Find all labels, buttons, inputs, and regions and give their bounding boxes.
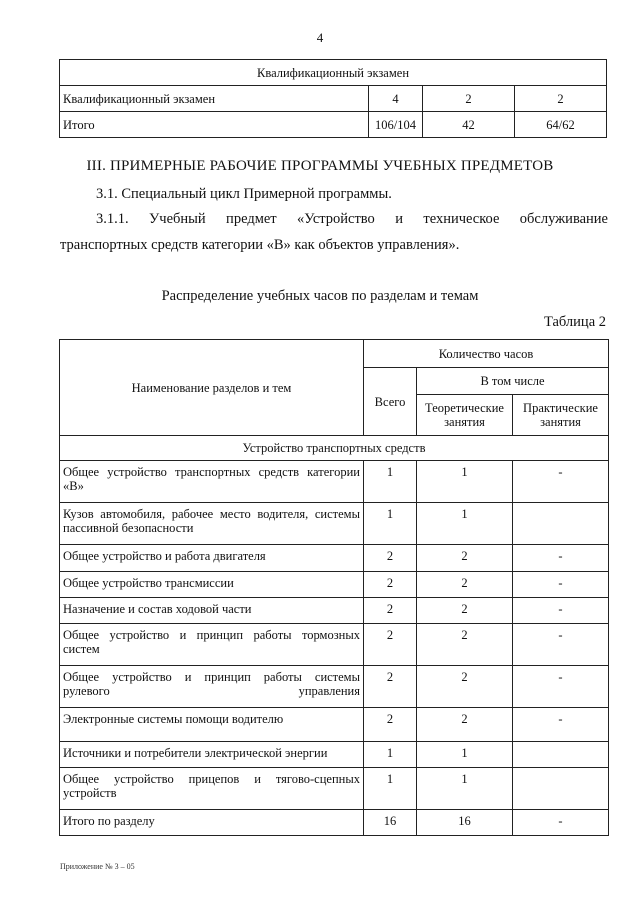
- row-theory: 1: [417, 768, 513, 810]
- table-row: [60, 742, 609, 768]
- row-theory: 2: [417, 598, 513, 624]
- exam-section-row: [60, 60, 607, 86]
- table-row: [60, 112, 607, 138]
- table-row: [60, 86, 607, 112]
- table-row: [60, 666, 609, 708]
- table-row: [60, 461, 609, 503]
- table-row: [60, 503, 609, 545]
- total-row-total: 106/104: [369, 112, 423, 138]
- row-practice: -: [513, 572, 609, 598]
- row-theory: 1: [417, 742, 513, 768]
- row-theory: 2: [417, 624, 513, 666]
- section-title: Устройство транспортных средств: [60, 436, 609, 461]
- table-row: [60, 572, 609, 598]
- footer-note: Приложение № 3 – 05: [60, 862, 135, 871]
- exam-table: [59, 59, 607, 138]
- row-total: 2: [364, 572, 417, 598]
- row-name: Общее устройство трансмиссии: [60, 572, 364, 598]
- row-theory: 2: [417, 708, 513, 742]
- row-total: 1: [364, 742, 417, 768]
- header-row: [60, 340, 609, 368]
- row-name: Общее устройство и принцип работы системы рулевого управления: [60, 666, 364, 708]
- table-row: [60, 624, 609, 666]
- table-caption: Распределение учебных часов по разделам и темам: [161, 288, 479, 304]
- row-total: 2: [364, 624, 417, 666]
- row-total: 16: [364, 810, 417, 836]
- exam-section-title: Квалификационный экзамен: [60, 60, 607, 86]
- row-name: Общее устройство и принцип работы тормозных систем: [60, 624, 364, 666]
- row-practice: -: [513, 624, 609, 666]
- section-row: [60, 436, 609, 461]
- exam-row-total: 4: [369, 86, 423, 112]
- paragraph-special-cycle: 3.1. Специальный цикл Примерной программы.: [96, 186, 392, 202]
- header-practice: Практические занятия: [513, 395, 609, 436]
- row-practice: [513, 768, 609, 810]
- row-name: Кузов автомобиля, рабочее место водителя, системы пассивной безопасности: [60, 503, 364, 545]
- row-total: 2: [364, 708, 417, 742]
- row-total: 2: [364, 666, 417, 708]
- total-row-practice: 64/62: [515, 112, 607, 138]
- table-row: [60, 708, 609, 742]
- row-total: 2: [364, 598, 417, 624]
- row-practice: -: [513, 666, 609, 708]
- row-theory: 2: [417, 666, 513, 708]
- row-name: Электронные системы помощи водителю: [60, 708, 364, 742]
- table-number: Таблица 2: [543, 314, 606, 330]
- table-row: [60, 768, 609, 810]
- row-theory: 1: [417, 503, 513, 545]
- table-row: [60, 545, 609, 572]
- header-including: В том числе: [417, 368, 609, 395]
- row-practice: -: [513, 598, 609, 624]
- row-name: Назначение и состав ходовой части: [60, 598, 364, 624]
- table-row: [60, 598, 609, 624]
- paragraph-subject-line1: 3.1.1. Учебный предмет «Устройство и техническое обслуживание: [96, 211, 608, 227]
- exam-row-name: Квалификационный экзамен: [60, 86, 369, 112]
- exam-row-theory: 2: [423, 86, 515, 112]
- row-practice: [513, 503, 609, 545]
- section-heading: III. ПРИМЕРНЫЕ РАБОЧИЕ ПРОГРАММЫ УЧЕБНЫХ ПРЕДМЕТОВ: [86, 158, 554, 174]
- row-total: 1: [364, 461, 417, 503]
- row-practice: -: [513, 461, 609, 503]
- row-theory: 2: [417, 572, 513, 598]
- exam-row-practice: 2: [515, 86, 607, 112]
- row-theory: 2: [417, 545, 513, 572]
- row-name: Общее устройство транспортных средств категории «В»: [60, 461, 364, 503]
- total-row-name: Итого: [60, 112, 369, 138]
- total-row-theory: 42: [423, 112, 515, 138]
- row-name: Итого по разделу: [60, 810, 364, 836]
- row-name: Источники и потребители электрической энергии: [60, 742, 364, 768]
- row-name: Общее устройство и работа двигателя: [60, 545, 364, 572]
- table-row: [60, 810, 609, 836]
- row-total: 1: [364, 768, 417, 810]
- row-practice: [513, 742, 609, 768]
- header-theory: Теоретические занятия: [417, 395, 513, 436]
- row-total: 1: [364, 503, 417, 545]
- row-practice: -: [513, 810, 609, 836]
- row-theory: 16: [417, 810, 513, 836]
- page-number: 4: [316, 30, 324, 45]
- row-theory: 1: [417, 461, 513, 503]
- row-total: 2: [364, 545, 417, 572]
- paragraph-subject-line2: транспортных средств категории «В» как объектов управления».: [60, 237, 460, 253]
- header-name: Наименование разделов и тем: [60, 340, 364, 436]
- row-practice: -: [513, 708, 609, 742]
- header-hours: Количество часов: [364, 340, 609, 368]
- row-name: Общее устройство прицепов и тягово-сцепных устройств: [60, 768, 364, 810]
- header-total: Всего: [364, 368, 417, 436]
- row-practice: -: [513, 545, 609, 572]
- hours-table: [59, 339, 609, 836]
